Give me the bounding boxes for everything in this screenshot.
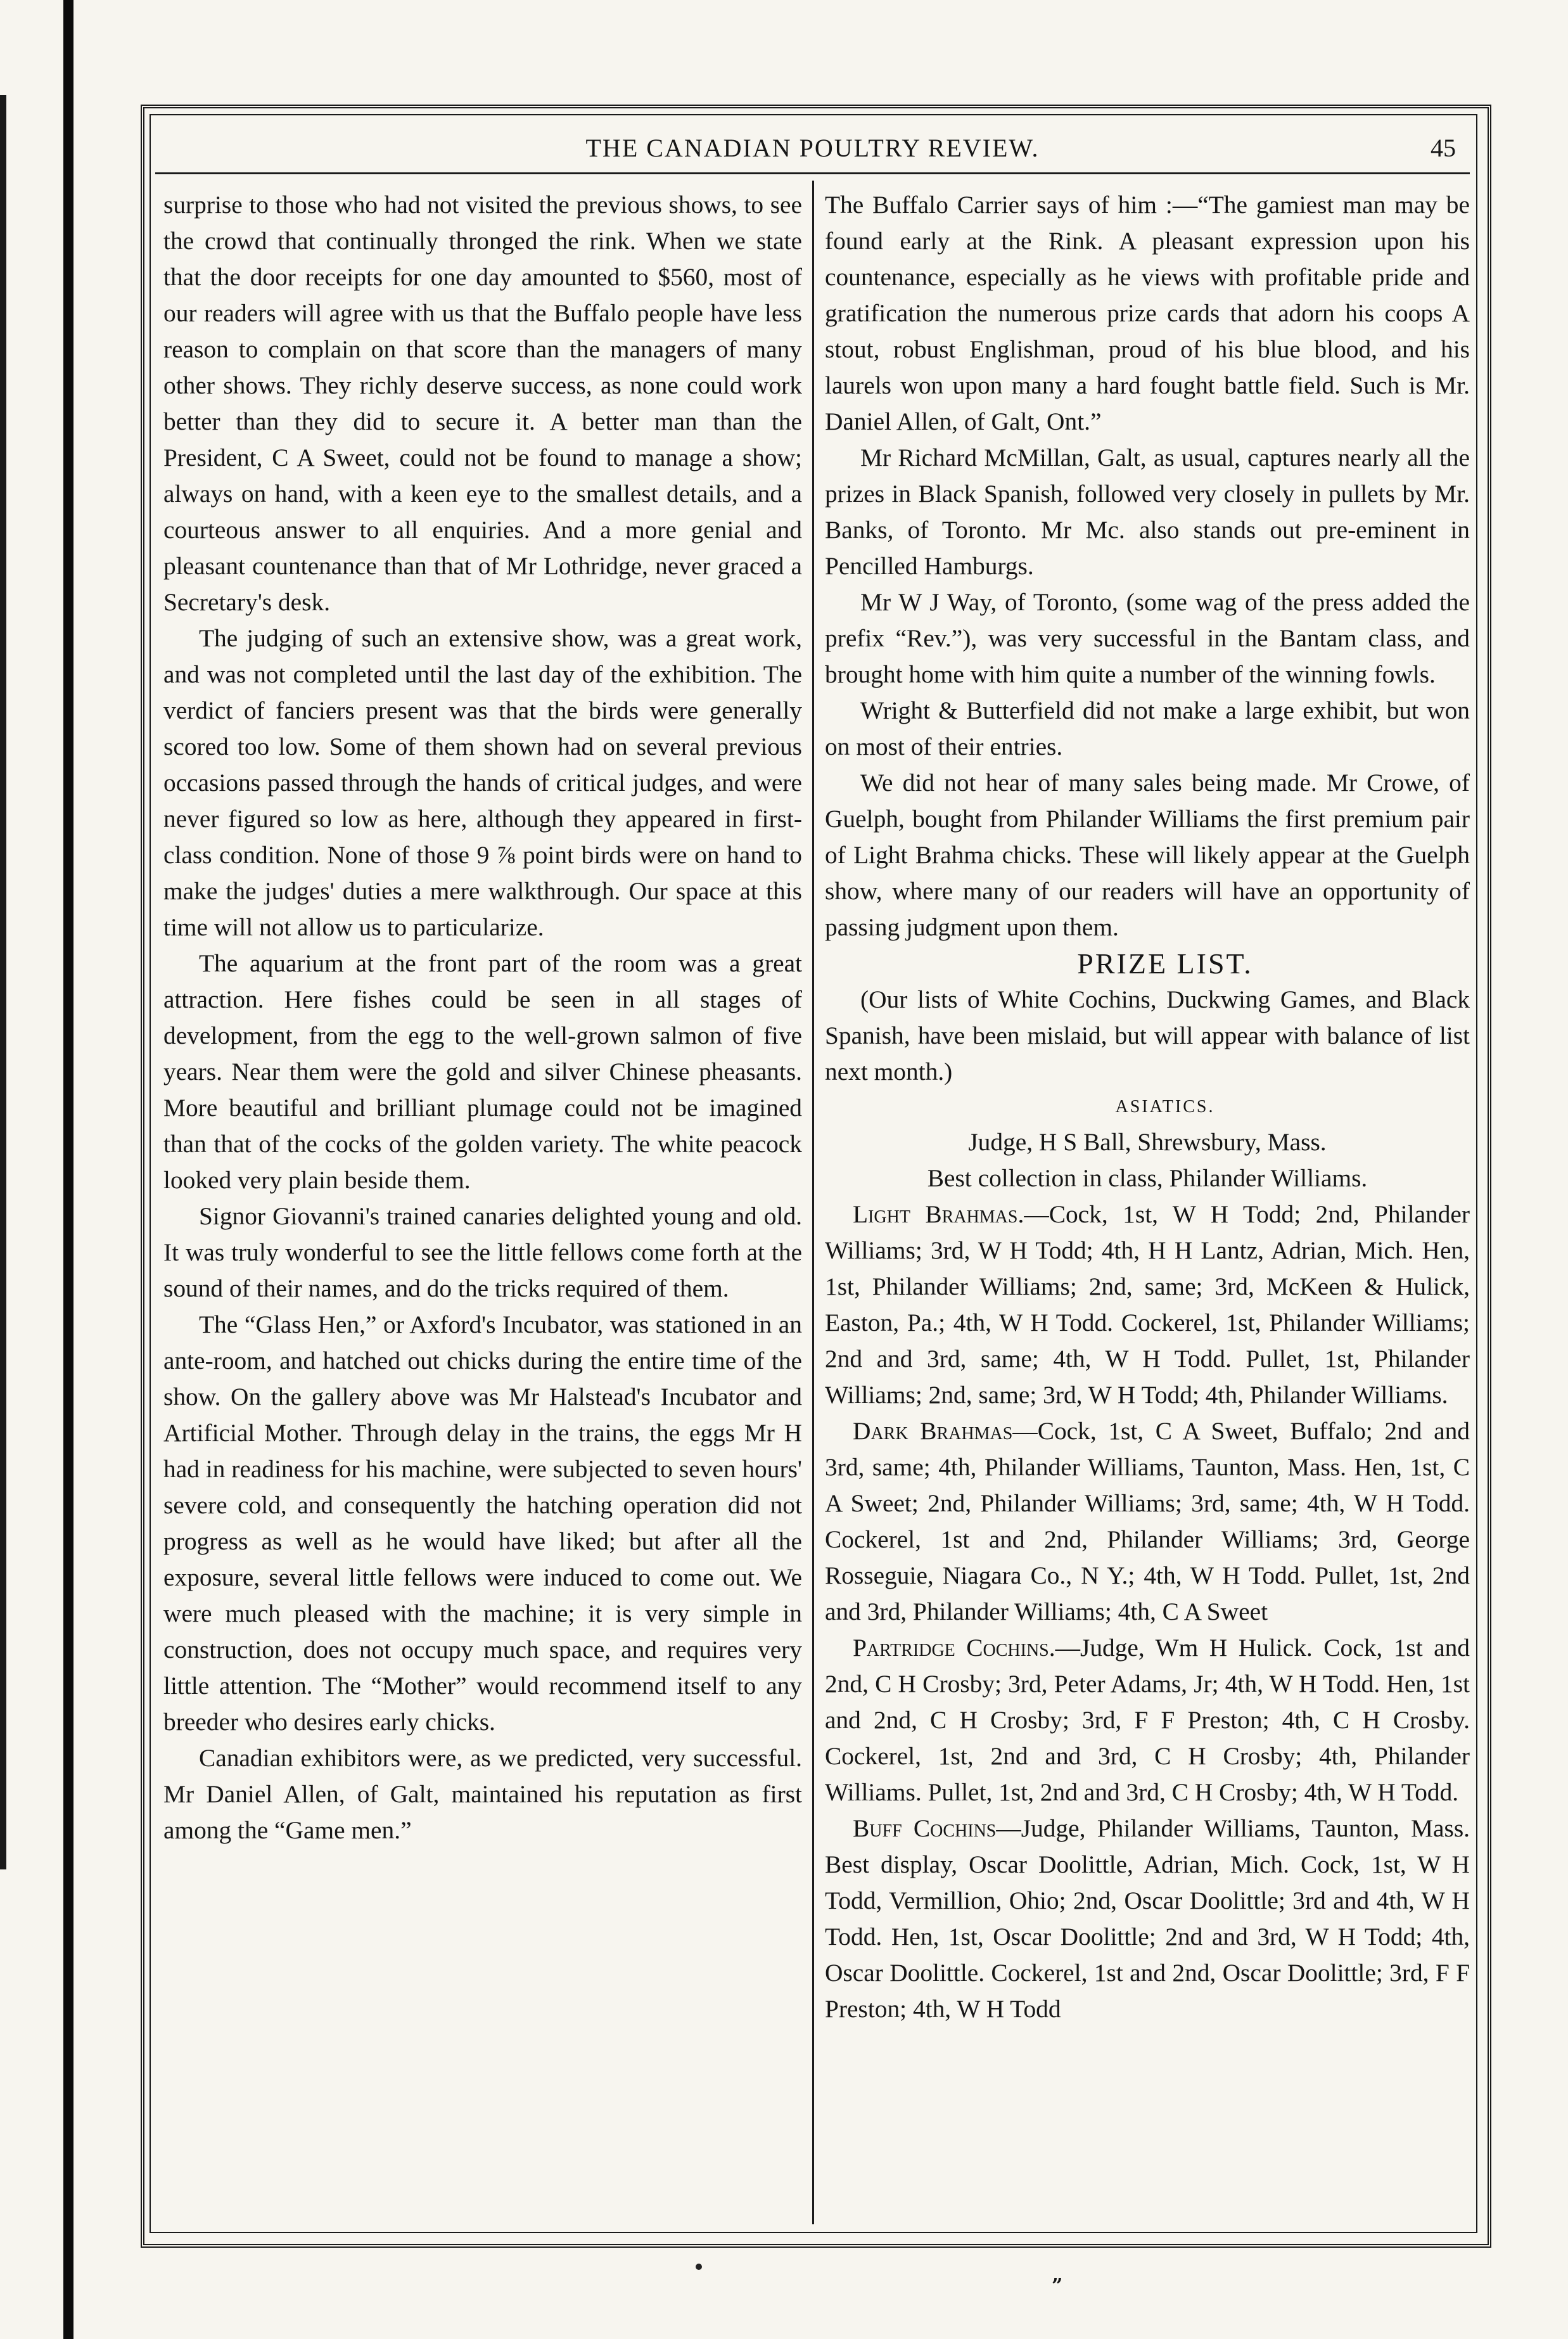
running-header xyxy=(155,127,1470,174)
right-column xyxy=(825,187,1470,2227)
entry-text: —Judge, Philander Williams, Taunton, Mass. Best display, Oscar Doolittle, Adrian, Mich. Cock, 1st, W H Todd, Vermillion, Ohio; 2nd, Oscar Doolittle; 3rd and 4th, W H Todd. Hen, 1st, Oscar Doolittle; 2nd and 3rd, W H Todd; 4th, Oscar Doolittle. Cockerel, 1st and 2nd, Oscar Doolittle; 3rd, F F Preston; 4th, W H Todd xyxy=(825,1814,1470,2023)
paragraph: The “Glass Hen,” or Axford's Incubator, was stationed in an ante-room, and hatched out chicks during the entire time of the show. On the gallery above was Mr Halstead's Incubator and Artificial Mother. Through delay in the trains, the eggs Mr H had in readiness for his machine, were subjected to seven hours' severe cold, and consequently the hatching operation did not progress as well as he would have liked; but after all the exposure, several little fellows were induced to come out. We were much pleased with the machine; it is very simple in construction, does not occupy much space, and requires very little attention. The “Mother” would recommend itself to any breeder who desires early chicks. xyxy=(163,1310,802,1736)
prize-entry xyxy=(825,1196,1470,1413)
entry-text: —Judge, Wm H Hulick. Cock, 1st and 2nd, C H Crosby; 3rd, Peter Adams, Jr; 4th, W H Todd. Hen, 1st and 2nd, C H Crosby; 3rd, F F Preston; 4th, C H Crosby. Cockerel, 1st, 2nd and 3rd, C H Crosby; 4th, Philander Williams. Pullet, 1st, 2nd and 3rd, C H Crosby; 4th, W H Todd. xyxy=(825,1634,1470,1806)
prize-note: (Our lists of White Cochins, Duckwing Games, and Black Spanish, have been mislaid, but will appear with balance of list next month.) xyxy=(825,985,1470,1086)
ink-dot xyxy=(696,2264,702,2270)
prize-entry xyxy=(825,1810,1470,2027)
paragraph: Signor Giovanni's trained canaries delighted young and old. It was truly wonderful to see the little fellows come forth at the sound of their names, and do the tricks required of them. xyxy=(163,1202,802,1302)
paragraph: surprise to those who had not visited the previous shows, to see the crowd that continually thronged the rink. When we state that the door receipts for one day amounted to $560, most of our readers will agree with us that the Buffalo people have less reason to complain on that score than the managers of many other shows. They richly deserve success, as none could work better than they did to secure it. A better man than the President, C A Sweet, could not be found to manage a show; always on hand, with a keen eye to the smallest details, and a courteous answer to all enquiries. And a more genial and pleasant countenance than that of Mr Lothridge, never graced a Secretary's desk. xyxy=(163,191,802,616)
left-column xyxy=(163,187,802,2227)
paragraph: The judging of such an extensive show, was a great work, and was not completed until the last day of the exhibition. The verdict of fanciers present was that the birds were generally scored too low. Some of them shown had on several previous occasions passed through the hands of critical judges, and were never figured so low as here, although they appeared in first-class condition. None of those 9 ⅞ point birds were on hand to make the judges' duties a mere walkthrough. Our space at this time will not allow us to particularize. xyxy=(163,624,802,941)
section-heading: ASIATICS. xyxy=(1115,1097,1215,1117)
breed-label: Dark Brahmas xyxy=(853,1417,1013,1445)
paragraph: Mr W J Way, of Toronto, (some wag of the press added the prefix “Rev.”), was very successful in the Bantam class, and brought home with him quite a number of the winning fowls. xyxy=(825,588,1470,688)
binding-shadow xyxy=(63,0,73,2339)
prize-entry xyxy=(825,1413,1470,1630)
page-number: 45 xyxy=(1431,134,1456,162)
footer-mark: ” xyxy=(1052,2275,1063,2297)
paragraph: Mr Richard McMillan, Galt, as usual, captures nearly all the prizes in Black Spanish, followed very closely in pullets by Mr. Banks, of Toronto. Mr Mc. also stands out pre-eminent in Pencilled Hamburgs. xyxy=(825,444,1470,580)
page-edge-shadow xyxy=(0,95,6,1869)
breed-label: Partridge Cochins. xyxy=(853,1634,1055,1662)
paragraph: The Buffalo Carrier says of him :—“The gamiest man may be found early at the Rink. A pleasant expression upon his countenance, especially as he views with profitable pride and gratification the numerous prize cards that adorn his coops A stout, robust Englishman, proud of his blue blood, and his laurels won upon many a hard fought battle field. Such is Mr. Daniel Allen, of Galt, Ont.” xyxy=(825,191,1470,435)
paragraph: The aquarium at the front part of the room was a great attraction. Here fishes could be seen in all stages of development, from the egg to the well-grown salmon of five years. Near them were the gold and silver Chinese pheasants. More beautiful and brilliant plumage could not be imagined than that of the cocks of the golden variety. The white peacock looked very plain beside them. xyxy=(163,949,802,1194)
prize-entry xyxy=(825,1630,1470,1810)
breed-label: Light Brahmas. xyxy=(853,1200,1024,1228)
paragraph: Canadian exhibitors were, as we predicted, very successful. Mr Daniel Allen, of Galt, maintained his reputation as first among the “Game men.” xyxy=(163,1744,802,1844)
prize-list-heading: PRIZE LIST. xyxy=(1077,947,1253,980)
column-divider xyxy=(812,181,814,2224)
entry-text: —Cock, 1st, W H Todd; 2nd, Philander Williams; 3rd, W H Todd; 4th, H H Lantz, Adrian, Mich. Hen, 1st, Philander Williams; 2nd, same; 3rd, McKeen & Hulick, Easton, Pa.; 4th, W H Todd. Cockerel, 1st, Philander Williams; 2nd and 3rd, same; 4th, W H Todd. Pullet, 1st, Philander Williams; 2nd, same; 3rd, W H Todd; 4th, Philander Williams. xyxy=(825,1200,1470,1409)
breed-label: Buff Cochins xyxy=(853,1814,997,1842)
paragraph: Wright & Butterfield did not make a large exhibit, but won on most of their entries. xyxy=(825,696,1470,760)
best-collection-line: Best collection in class, Philander Williams. xyxy=(927,1164,1368,1192)
entry-text: —Cock, 1st, C A Sweet, Buffalo; 2nd and 3rd, same; 4th, Philander Williams, Taunton, Mass. Hen, 1st, C A Sweet; 2nd, Philander Williams; 3rd, same; 4th, W H Todd. Cockerel, 1st and 2nd, Philander Williams; 3rd, George Rosseguie, Niagara Co., N Y.; 4th, W H Todd. Pullet, 1st, 2nd and 3rd, Philander Williams; 4th, C A Sweet xyxy=(825,1417,1470,1625)
paragraph: We did not hear of many sales being made. Mr Crowe, of Guelph, bought from Philander Williams the first premium pair of Light Brahma chicks. These will likely appear at the Guelph show, where many of our readers will have an opportunity of passing judgment upon them. xyxy=(825,769,1470,941)
journal-title: THE CANADIAN POULTRY REVIEW. xyxy=(585,134,1040,162)
judge-line: Judge, H S Ball, Shrewsbury, Mass. xyxy=(968,1128,1327,1156)
